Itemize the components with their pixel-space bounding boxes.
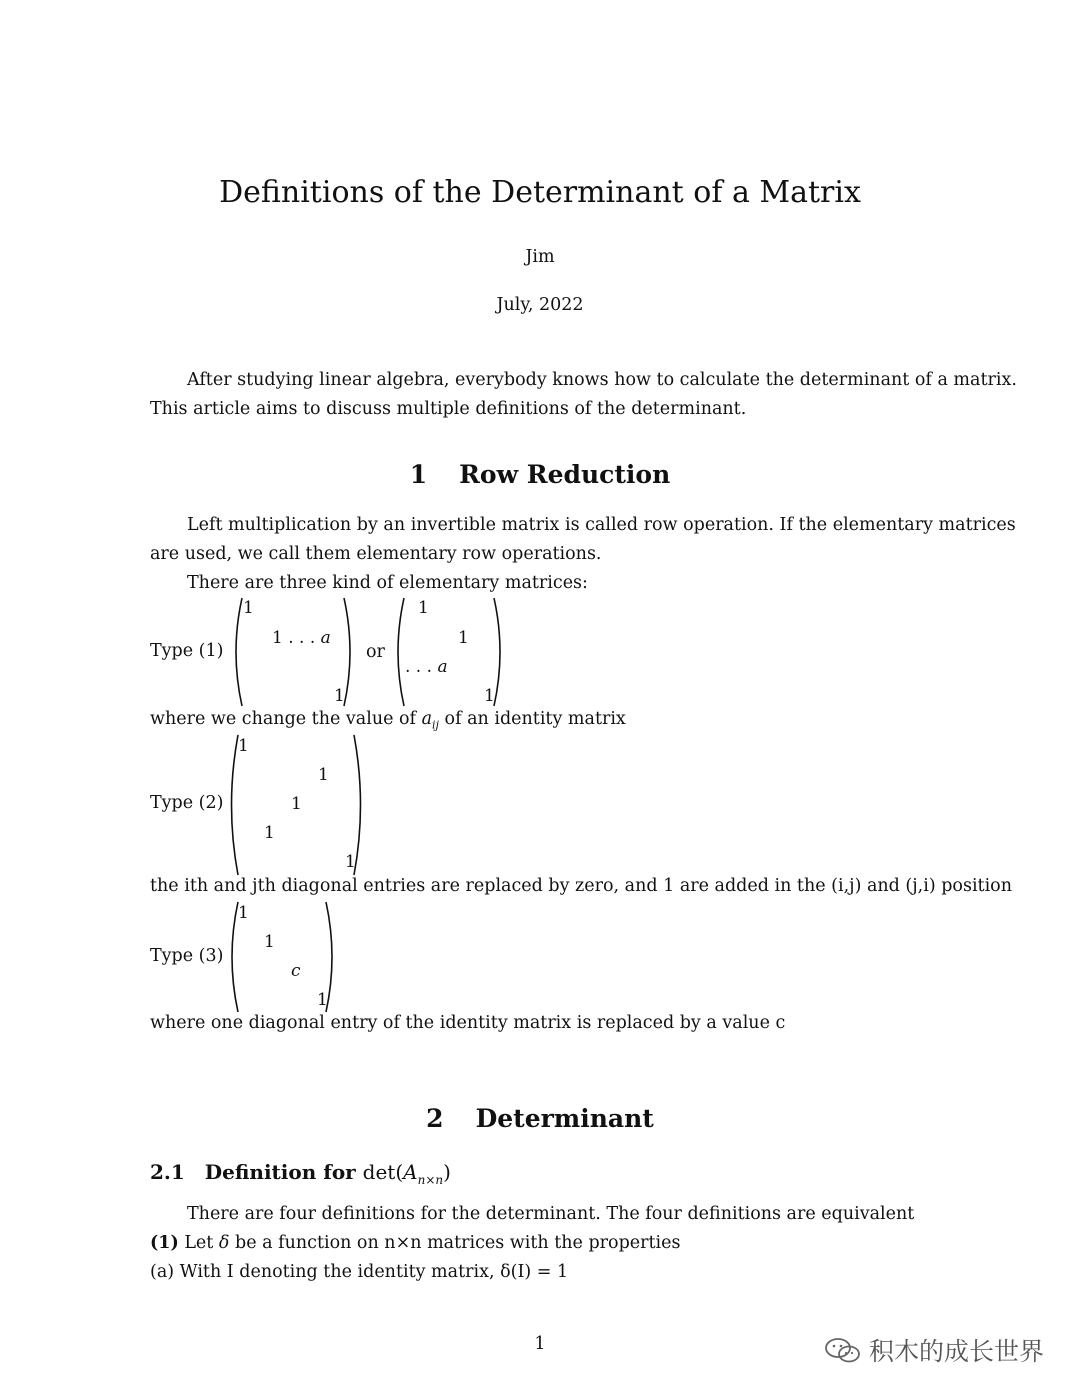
section-1-number: 1 [409,460,428,489]
matrix-1b-left-paren [390,596,406,708]
type-2-label: Type (2) [150,793,224,813]
s1-paragraph-line-2: are used, we call them elementary row operations. [150,544,602,564]
matrix-1a-entry: 1 . . . a [272,628,331,648]
section-1-heading [0,460,1080,489]
matrix-2-entry: 1 [264,823,275,843]
matrix-3-entry: 1 [317,990,328,1010]
section-2-number: 2 [426,1104,444,1133]
watermark [823,1332,1044,1368]
matrix-3-entry: 1 [238,903,249,923]
matrix-3-entry: c [291,961,301,981]
or-text: or [366,642,385,662]
matrix-1b-entry: 1 [458,628,469,648]
paper-title: Definitions of the Determinant of a Matrix [219,175,861,210]
date: July, 2022 [496,295,584,315]
type-3-label: Type (3) [150,946,224,966]
matrix-1b-entry: 1 [484,686,495,706]
matrix-2-entry: 1 [291,794,302,814]
matrix-1a-entry: 1 [334,686,345,706]
matrix-1a-entry: 1 [243,598,254,618]
section-2-heading [0,1104,1080,1133]
matrix-3-entry: 1 [264,932,275,952]
subsection-2-1-heading: 2.1 Definition for $\det(A_{n\times n})$ [150,1160,451,1187]
s1-paragraph-line-1: Left multiplication by an invertible matrix is called row operation. If the elementary matrices [187,515,1016,535]
matrix-2-right-paren [352,733,368,877]
type-1-description: where we change the value of $a_{ij}$ of an identity matrix [150,709,626,732]
matrix-1a-right-paren [342,596,358,708]
type-3-description: where one diagonal entry of the identity matrix is replaced by a value c [150,1013,786,1033]
abstract-line-2: This article aims to discuss multiple definitions of the determinant. [150,399,747,419]
matrix-1b-entry: 1 [418,598,429,618]
page-number: 1 [534,1334,546,1354]
matrix-2-entry: 1 [345,852,356,872]
author: Jim [525,247,555,267]
abstract-line-1: After studying linear algebra, everybody knows how to calculate the determinant of a matrix. [187,370,1017,390]
type-1-label: Type (1) [150,641,224,661]
matrix-1b-right-paren [492,596,508,708]
matrix-1a-left-paren [228,596,244,708]
matrix-1b-entry: . . . a [405,657,448,677]
watermark-text: 积木的成长世界 [868,1337,1044,1366]
section-2-title: Determinant [475,1104,654,1133]
matrix-2-entry: 1 [318,765,329,785]
type-2-description: the ith and jth diagonal entries are replaced by zero, and 1 are added in the (i,j) and (j,i) position [150,876,1012,896]
matrix-2-entry: 1 [238,736,249,756]
s1-paragraph-2: There are three kind of elementary matrices: [187,573,588,593]
definition-item-a: (a) With I denoting the identity matrix, δ(I) = 1 [150,1262,569,1282]
matrix-3-right-paren [324,900,340,1014]
section-1-title: Row Reduction [459,460,671,489]
s2-paragraph: There are four definitions for the determinant. The four definitions are equivalent [187,1204,915,1224]
definition-item-1: (1) Let δ be a function on n×n matrices with the properties [150,1233,681,1253]
wechat-icon [823,1335,863,1365]
